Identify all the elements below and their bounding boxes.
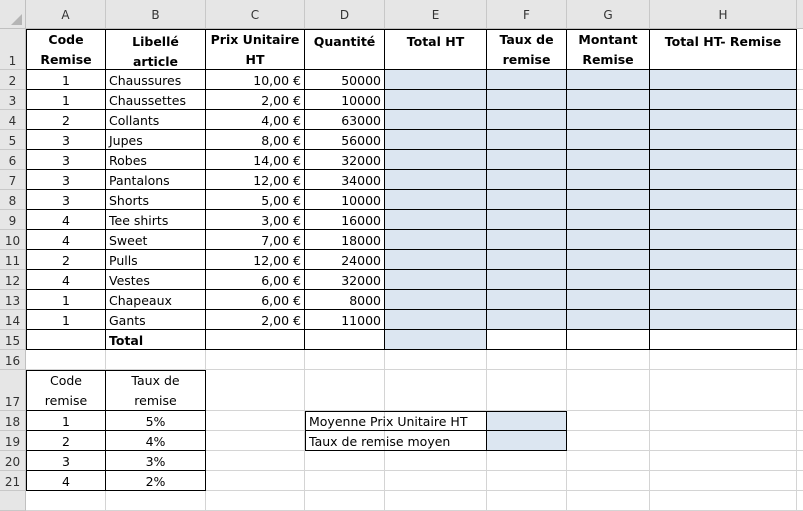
cell-total-ht[interactable] — [385, 290, 487, 310]
row-header-14[interactable]: 14 — [0, 310, 26, 330]
cell-total-ht-remise[interactable] — [650, 110, 797, 130]
cell-article[interactable]: Shorts — [106, 190, 206, 210]
remise-header-line: Code — [49, 373, 82, 388]
empty-cell[interactable] — [797, 330, 803, 350]
cell-quantite[interactable]: 10000 — [305, 190, 385, 210]
empty-cell[interactable] — [797, 90, 803, 110]
cell-quantite[interactable]: 10000 — [305, 90, 385, 110]
header-taux[interactable] — [487, 29, 567, 70]
empty-cell[interactable] — [797, 170, 803, 190]
empty-cell[interactable] — [305, 451, 385, 471]
empty-cell[interactable] — [650, 471, 797, 491]
cell-article[interactable]: Collants — [106, 110, 206, 130]
header-total-remise[interactable]: Total HT- Remise — [650, 29, 797, 70]
empty-cell[interactable] — [206, 370, 305, 411]
remise-header-line: Taux de — [131, 373, 180, 388]
empty-cell[interactable] — [797, 370, 803, 411]
empty-cell[interactable] — [305, 370, 385, 411]
cell-taux-remise[interactable] — [487, 150, 567, 170]
cell-total-quantite[interactable] — [305, 330, 385, 350]
empty-cell[interactable] — [487, 471, 567, 491]
row-header-13[interactable]: 13 — [0, 290, 26, 310]
cell-article[interactable]: Pulls — [106, 250, 206, 270]
cell-total-ht[interactable] — [385, 150, 487, 170]
cell-total-empty[interactable] — [26, 330, 106, 350]
cell-article[interactable]: Chaussettes — [106, 90, 206, 110]
cell-montant-remise[interactable] — [567, 130, 650, 150]
empty-cell[interactable] — [106, 350, 206, 370]
header-prix-line: HT — [245, 52, 265, 67]
row-header-17[interactable]: 17 — [0, 370, 26, 411]
empty-cell[interactable] — [567, 471, 650, 491]
empty-cell[interactable] — [797, 230, 803, 250]
cell-article[interactable]: Tee shirts — [106, 210, 206, 230]
cell-article[interactable]: Sweet — [106, 230, 206, 250]
cell-montant-remise[interactable] — [567, 290, 650, 310]
empty-cell[interactable] — [650, 370, 797, 411]
cell-total-ht[interactable] — [385, 210, 487, 230]
header-code-line: Code — [48, 32, 84, 47]
row-header-7[interactable]: 7 — [0, 170, 26, 190]
cell-code[interactable]: 3 — [26, 130, 106, 150]
empty-cell[interactable] — [797, 150, 803, 170]
empty-cell[interactable] — [567, 431, 650, 451]
remise-code[interactable]: 3 — [26, 451, 106, 471]
cell-quantite[interactable]: 18000 — [305, 230, 385, 250]
row-header-15[interactable]: 15 — [0, 330, 26, 350]
header-code[interactable] — [26, 29, 106, 70]
empty-cell[interactable] — [567, 370, 650, 411]
empty-cell[interactable] — [567, 491, 650, 511]
cell-taux-remise[interactable] — [487, 190, 567, 210]
cell-code[interactable]: 1 — [26, 310, 106, 330]
empty-cell[interactable] — [567, 451, 650, 471]
empty-cell[interactable] — [650, 451, 797, 471]
cell-code[interactable]: 1 — [26, 290, 106, 310]
cell-total-ht-remise[interactable] — [650, 290, 797, 310]
row-header-9[interactable]: 9 — [0, 210, 26, 230]
empty-cell[interactable] — [487, 370, 567, 411]
row-header-1[interactable]: 1 — [0, 29, 26, 70]
column-header-B[interactable]: B — [106, 0, 206, 29]
cell-montant-remise[interactable] — [567, 230, 650, 250]
row-header-8[interactable]: 8 — [0, 190, 26, 210]
cell-prix[interactable]: 14,00 € — [206, 150, 305, 170]
cell-quantite[interactable]: 63000 — [305, 110, 385, 130]
cell-article[interactable]: Robes — [106, 150, 206, 170]
cell-quantite[interactable]: 32000 — [305, 270, 385, 290]
cell-taux-remise[interactable] — [487, 110, 567, 130]
cell-prix[interactable]: 2,00 € — [206, 310, 305, 330]
empty-cell[interactable] — [797, 471, 803, 491]
empty-cell[interactable] — [797, 250, 803, 270]
column-header-C[interactable]: C — [206, 0, 305, 29]
column-header-I[interactable] — [797, 0, 803, 29]
remise-header-taux[interactable] — [106, 370, 206, 411]
empty-cell[interactable] — [797, 431, 803, 451]
cell-code[interactable]: 4 — [26, 230, 106, 250]
empty-cell[interactable] — [567, 350, 650, 370]
cell-taux-remise[interactable] — [487, 90, 567, 110]
cell-taux-remise[interactable] — [487, 170, 567, 190]
cell-total-montant[interactable] — [567, 330, 650, 350]
empty-cell[interactable] — [797, 29, 803, 70]
row-header-10[interactable]: 10 — [0, 230, 26, 250]
empty-cell[interactable] — [797, 70, 803, 90]
taux-moyen-label[interactable]: Taux de remise moyen — [305, 431, 487, 451]
row-header-2[interactable]: 2 — [0, 70, 26, 90]
cell-total-ht[interactable] — [385, 90, 487, 110]
column-header-A[interactable]: A — [26, 0, 106, 29]
column-header-E[interactable]: E — [385, 0, 487, 29]
empty-cell[interactable] — [797, 290, 803, 310]
header-total-ht[interactable]: Total HT — [385, 29, 487, 70]
cell-total-ht[interactable] — [385, 170, 487, 190]
empty-cell[interactable] — [385, 471, 487, 491]
cell-total-ht[interactable] — [385, 190, 487, 210]
header-taux-line: Taux de — [499, 32, 554, 47]
empty-cell[interactable] — [797, 190, 803, 210]
moyenne-prix-label[interactable]: Moyenne Prix Unitaire HT — [305, 411, 487, 431]
cell-code[interactable]: 2 — [26, 110, 106, 130]
header-montant-line: Remise — [582, 52, 634, 67]
empty-cell[interactable] — [650, 350, 797, 370]
empty-cell[interactable] — [650, 411, 797, 431]
row-header-5[interactable]: 5 — [0, 130, 26, 150]
empty-cell[interactable] — [797, 270, 803, 290]
cell-total-ht-remise[interactable] — [650, 270, 797, 290]
taux-moyen-value[interactable] — [487, 431, 567, 451]
empty-cell[interactable] — [106, 491, 206, 511]
cell-taux-remise[interactable] — [487, 210, 567, 230]
header-prix-line: Prix Unitaire — [210, 32, 300, 47]
cell-article[interactable]: Gants — [106, 310, 206, 330]
moyenne-prix-value[interactable] — [487, 411, 567, 431]
cell-montant-remise[interactable] — [567, 90, 650, 110]
cell-montant-remise[interactable] — [567, 70, 650, 90]
cell-article[interactable]: Pantalons — [106, 170, 206, 190]
cell-total-ht[interactable] — [385, 230, 487, 250]
cell-total-ht-remise[interactable] — [650, 150, 797, 170]
empty-cell[interactable] — [487, 491, 567, 511]
cell-total-ht-remise-sum[interactable] — [650, 330, 797, 350]
cell-total-ht-remise[interactable] — [650, 210, 797, 230]
remise-header-line: remise — [134, 393, 177, 408]
column-header-G[interactable]: G — [567, 0, 650, 29]
empty-cell[interactable] — [797, 451, 803, 471]
header-prix[interactable] — [206, 29, 305, 70]
empty-cell[interactable] — [305, 471, 385, 491]
row-header-20[interactable]: 20 — [0, 451, 26, 471]
cell-prix[interactable]: 7,00 € — [206, 230, 305, 250]
cell-total-ht-remise[interactable] — [650, 230, 797, 250]
cell-total-ht[interactable] — [385, 250, 487, 270]
row-header-16[interactable]: 16 — [0, 350, 26, 370]
cell-total-ht-remise[interactable] — [650, 190, 797, 210]
cell-total-ht[interactable] — [385, 110, 487, 130]
empty-cell[interactable] — [797, 130, 803, 150]
cell-prix[interactable]: 6,00 € — [206, 270, 305, 290]
empty-cell[interactable] — [567, 411, 650, 431]
empty-cell[interactable] — [797, 110, 803, 130]
remise-header-line: remise — [44, 393, 88, 408]
cell-montant-remise[interactable] — [567, 110, 650, 130]
cell-article[interactable]: Chapeaux — [106, 290, 206, 310]
row-header-3[interactable]: 3 — [0, 90, 26, 110]
header-quantite[interactable]: Quantité — [305, 29, 385, 70]
cell-total-ht[interactable] — [385, 270, 487, 290]
cell-prix[interactable]: 6,00 € — [206, 290, 305, 310]
cell-montant-remise[interactable] — [567, 250, 650, 270]
empty-cell[interactable] — [797, 310, 803, 330]
empty-cell[interactable] — [650, 491, 797, 511]
empty-cell[interactable] — [206, 411, 305, 431]
row-header-19[interactable]: 19 — [0, 431, 26, 451]
cell-total-ht-remise[interactable] — [650, 310, 797, 330]
empty-cell[interactable] — [385, 350, 487, 370]
cell-quantite[interactable]: 8000 — [305, 290, 385, 310]
cell-taux-remise[interactable] — [487, 130, 567, 150]
cell-total-prix[interactable] — [206, 330, 305, 350]
empty-cell[interactable] — [206, 491, 305, 511]
cell-taux-remise[interactable] — [487, 310, 567, 330]
cell-montant-remise[interactable] — [567, 270, 650, 290]
cell-code[interactable]: 1 — [26, 90, 106, 110]
cell-montant-remise[interactable] — [567, 170, 650, 190]
cell-prix[interactable]: 8,00 € — [206, 130, 305, 150]
empty-cell[interactable] — [206, 451, 305, 471]
cell-prix[interactable]: 3,00 € — [206, 210, 305, 230]
empty-cell[interactable] — [797, 210, 803, 230]
cell-quantite[interactable]: 50000 — [305, 70, 385, 90]
cell-quantite[interactable]: 34000 — [305, 170, 385, 190]
remise-header-code[interactable] — [26, 370, 106, 411]
empty-cell[interactable] — [385, 451, 487, 471]
cell-prix[interactable]: 12,00 € — [206, 170, 305, 190]
header-montant-line: Montant — [578, 32, 638, 47]
cell-taux-remise[interactable] — [487, 290, 567, 310]
header-taux-line: remise — [502, 52, 551, 67]
column-header-D[interactable]: D — [305, 0, 385, 29]
empty-cell[interactable] — [206, 431, 305, 451]
cell-code[interactable]: 3 — [26, 170, 106, 190]
cell-total-ht-remise[interactable] — [650, 250, 797, 270]
row-header-21[interactable]: 21 — [0, 471, 26, 491]
cell-quantite[interactable]: 24000 — [305, 250, 385, 270]
cell-prix[interactable]: 12,00 € — [206, 250, 305, 270]
cell-montant-remise[interactable] — [567, 210, 650, 230]
cell-article[interactable]: Jupes — [106, 130, 206, 150]
select-all-corner[interactable] — [0, 0, 26, 29]
row-header-6[interactable]: 6 — [0, 150, 26, 170]
cell-total-ht-remise[interactable] — [650, 70, 797, 90]
cell-code[interactable]: 2 — [26, 250, 106, 270]
cell-code[interactable]: 1 — [26, 70, 106, 90]
empty-cell[interactable] — [305, 491, 385, 511]
remise-code[interactable]: 1 — [26, 411, 106, 431]
empty-cell[interactable] — [487, 451, 567, 471]
remise-taux[interactable]: 2% — [106, 471, 206, 491]
cell-prix[interactable]: 10,00 € — [206, 70, 305, 90]
cell-total-ht-sum[interactable] — [385, 330, 487, 350]
empty-cell[interactable] — [797, 491, 803, 511]
cell-total-ht[interactable] — [385, 70, 487, 90]
cell-montant-remise[interactable] — [567, 190, 650, 210]
cell-total-ht[interactable] — [385, 130, 487, 150]
empty-cell[interactable] — [487, 350, 567, 370]
cell-taux-remise[interactable] — [487, 230, 567, 250]
remise-code[interactable]: 4 — [26, 471, 106, 491]
cell-montant-remise[interactable] — [567, 310, 650, 330]
empty-cell[interactable] — [26, 491, 106, 511]
cell-taux-remise[interactable] — [487, 70, 567, 90]
total-label[interactable]: Total — [106, 330, 206, 350]
remise-taux[interactable]: 5% — [106, 411, 206, 431]
cell-total-ht[interactable] — [385, 310, 487, 330]
remise-taux[interactable]: 3% — [106, 451, 206, 471]
cell-total-taux[interactable] — [487, 330, 567, 350]
row-header-18[interactable]: 18 — [0, 411, 26, 431]
row-header-22[interactable] — [0, 491, 26, 511]
empty-cell[interactable] — [797, 350, 803, 370]
remise-code[interactable]: 2 — [26, 431, 106, 451]
cell-taux-remise[interactable] — [487, 270, 567, 290]
cell-code[interactable]: 3 — [26, 150, 106, 170]
cell-total-ht-remise[interactable] — [650, 130, 797, 150]
cell-taux-remise[interactable] — [487, 250, 567, 270]
empty-cell[interactable] — [797, 411, 803, 431]
cell-quantite[interactable]: 16000 — [305, 210, 385, 230]
cell-quantite[interactable]: 11000 — [305, 310, 385, 330]
cell-code[interactable]: 4 — [26, 210, 106, 230]
cell-montant-remise[interactable] — [567, 150, 650, 170]
cell-quantite[interactable]: 32000 — [305, 150, 385, 170]
empty-cell[interactable] — [206, 471, 305, 491]
header-montant[interactable] — [567, 29, 650, 70]
empty-cell[interactable] — [206, 350, 305, 370]
cell-prix[interactable]: 4,00 € — [206, 110, 305, 130]
row-header-11[interactable]: 11 — [0, 250, 26, 270]
cell-code[interactable]: 3 — [26, 190, 106, 210]
remise-taux[interactable]: 4% — [106, 431, 206, 451]
cell-total-ht-remise[interactable] — [650, 90, 797, 110]
row-header-4[interactable]: 4 — [0, 110, 26, 130]
column-header-H[interactable]: H — [650, 0, 797, 29]
column-header-F[interactable]: F — [487, 0, 567, 29]
cell-prix[interactable]: 2,00 € — [206, 90, 305, 110]
cell-total-ht-remise[interactable] — [650, 170, 797, 190]
empty-cell[interactable] — [385, 491, 487, 511]
cell-prix[interactable]: 5,00 € — [206, 190, 305, 210]
empty-cell[interactable] — [650, 431, 797, 451]
row-header-12[interactable]: 12 — [0, 270, 26, 290]
empty-cell[interactable] — [385, 370, 487, 411]
cell-quantite[interactable]: 56000 — [305, 130, 385, 150]
cell-code[interactable]: 4 — [26, 270, 106, 290]
header-code-line: Remise — [40, 52, 92, 67]
cell-article[interactable]: Vestes — [106, 270, 206, 290]
empty-cell[interactable] — [26, 350, 106, 370]
cell-article[interactable]: Chaussures — [106, 70, 206, 90]
empty-cell[interactable] — [305, 350, 385, 370]
header-article[interactable]: Libellé article — [106, 29, 206, 70]
